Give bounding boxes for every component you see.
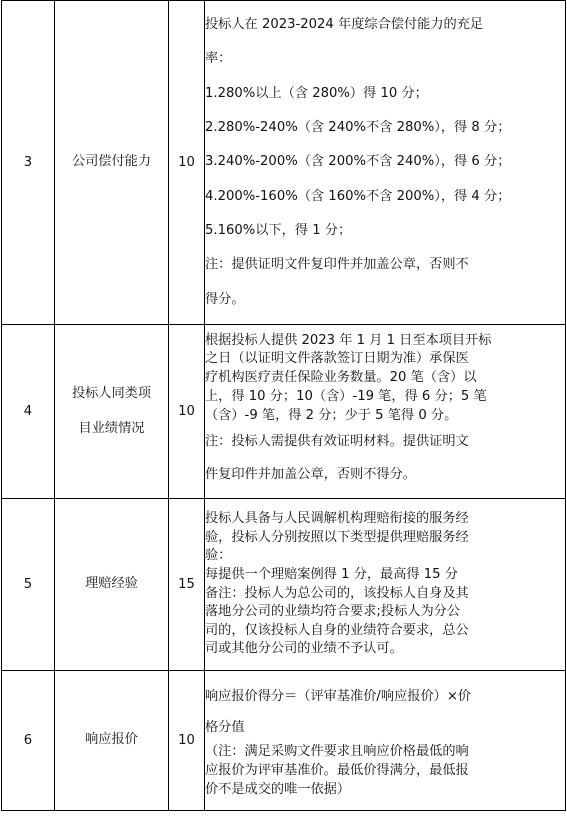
scoring-table <box>1 0 566 811</box>
scoring-criteria: 响应报价得分＝（评审基准价/响应报价）×价 格分值 （注：满足采购文件要求且响应价格最低的响 应报价为评审基准价。最低价得满分，最低报 价不是成交的唯一依据） <box>205 671 566 811</box>
scoring-criteria: 投标人在 2023-2024 年度综合偿付能力的充足 率： 1.280%以上（含 280%）得 10 分； 2.280%-240%（含 240%不含 280%），得 8 分； 3.240%-200%（含 200%不含 240%），得 6 分； 4.200%-160%（含 160%不含 200%），得 4 分； 5.160%以下，得 1 分； 注：提供证明文件复印件并加盖公章，否则不 得分。 <box>205 1 566 325</box>
evaluation-item: 响应报价 <box>55 671 169 811</box>
row-index: 5 <box>2 499 55 671</box>
evaluation-item: 理赔经验 <box>55 499 169 671</box>
evaluation-item: 投标人同类项 目业绩情况 <box>55 325 169 499</box>
table-row <box>2 1 566 325</box>
table-row <box>2 325 566 499</box>
evaluation-item: 公司偿付能力 <box>55 1 169 325</box>
scoring-criteria: 根据投标人提供 2023 年 1 月 1 日至本项目开标 之日（以证明文件落款签订日期为准）承保医 疗机构医疗责任保险业务数量。20 笔（含）以 上，得 10 分；10（含）-19 笔，得 6 分；5 笔 （含）-9 笔，得 2 分；少于 5 笔得 0 分。 注：投标人需提供有效证明材料。提供证明文 件复印件并加盖公章，否则不得分。 <box>205 325 566 499</box>
row-index: 6 <box>2 671 55 811</box>
table-row <box>2 671 566 811</box>
table-row <box>2 499 566 671</box>
row-index: 3 <box>2 1 55 325</box>
row-score: 10 <box>169 671 205 811</box>
scoring-criteria: 投标人具备与人民调解机构理赔衔接的服务经 验，投标人分别按照以下类型提供理赔服务经 验： 每提供一个理赔案例得 1 分，最高得 15 分 备注：投标人为总公司的，该投标人自身及其 落地分公司的业绩均符合要求;投标人为分公 司的，仅该投标人自身的业绩符合要求，总公 司或其他分公司的业绩不予认可。 <box>205 499 566 671</box>
row-index: 4 <box>2 325 55 499</box>
row-score: 10 <box>169 1 205 325</box>
row-score: 15 <box>169 499 205 671</box>
row-score: 10 <box>169 325 205 499</box>
